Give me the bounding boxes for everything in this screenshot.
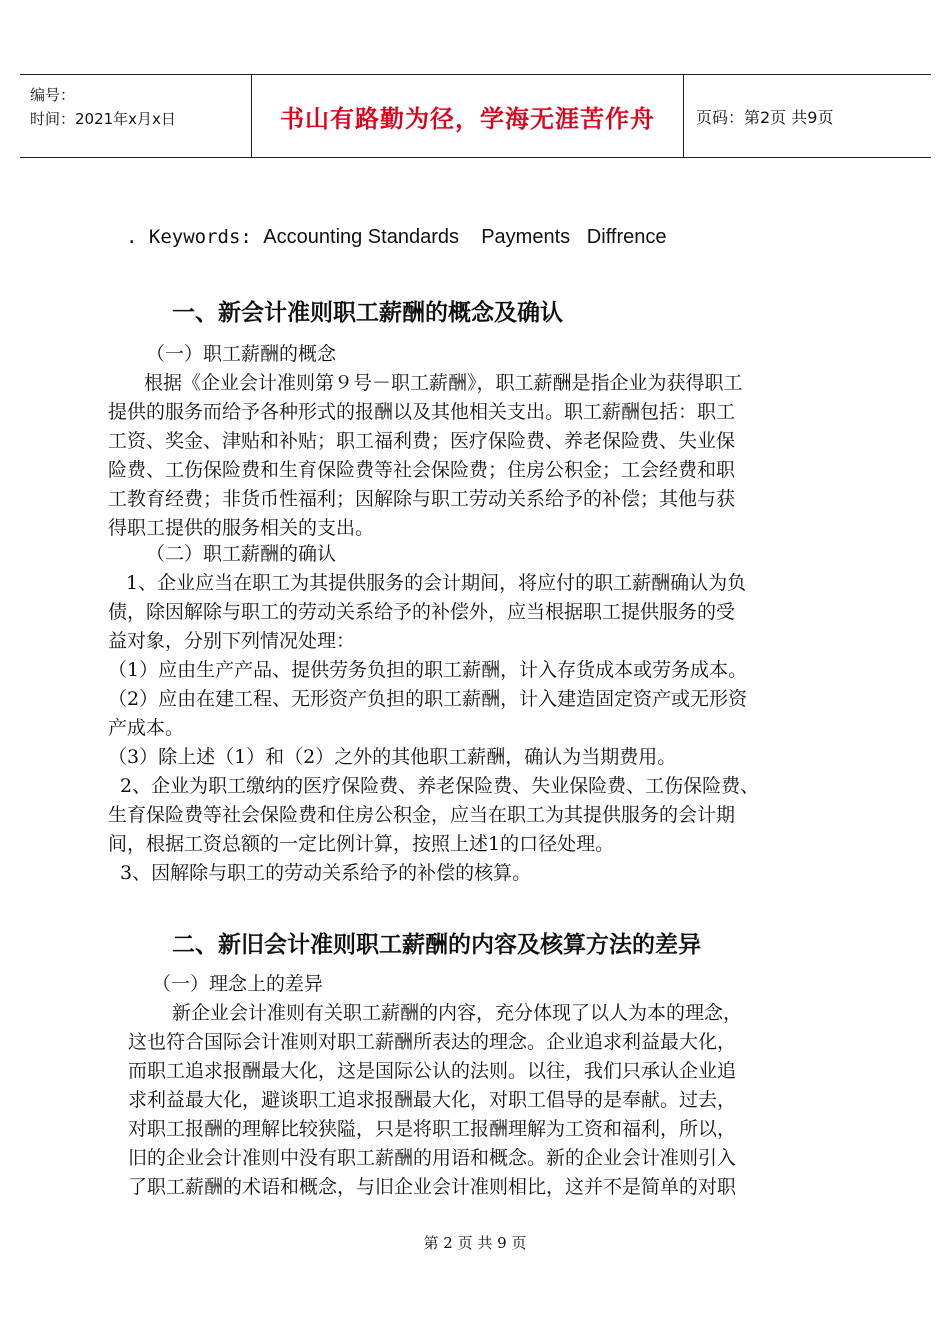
keywords-text: Accounting Standards Payments Diffrence xyxy=(263,226,667,248)
text-line: 根据《企业会计准则第９号－职工薪酬》，职工薪酬是指企业为获得职工 xyxy=(144,372,743,394)
header-motto: 书山有路勤为径，学海无涯苦作舟 xyxy=(252,75,684,157)
section-1-paragraph-2 xyxy=(108,569,759,888)
text-line: 3、因解除与职工的劳动关系给予的补偿的核算。 xyxy=(120,862,532,884)
text-line: 新企业会计准则有关职工薪酬的内容，充分体现了以人为本的理念， xyxy=(172,1002,743,1024)
text-line: 债，除因解除与职工的劳动关系给予的补偿外，应当根据职工提供服务的受 xyxy=(108,601,736,623)
text-line: 生育保险费等社会保险费和住房公积金，应当在职工为其提供服务的会计期 xyxy=(108,804,736,826)
page-footer: 第 2 页 共 9 页 xyxy=(423,1234,527,1252)
document-time: 时间：2021年x月x日 xyxy=(30,110,176,128)
text-line: 对职工报酬的理解比较狭隘，只是将职工报酬理解为工资和福利，所以， xyxy=(128,1118,737,1140)
section-2-title: 二、新旧会计准则职工薪酬的内容及核算方法的差异 xyxy=(172,932,701,958)
section-1-title: 一、新会计准则职工薪酬的概念及确认 xyxy=(172,300,563,326)
text-line: （2）应由在建工程、无形资产负担的职工薪酬，计入建造固定资产或无形资 xyxy=(108,688,748,710)
text-line: 这也符合国际会计准则对职工薪酬所表达的理念。企业追求利益最大化， xyxy=(128,1031,737,1053)
text-line: 得职工提供的服务相关的支出。 xyxy=(108,517,375,539)
section-1-sub-1: （一）职工薪酬的概念 xyxy=(146,343,337,365)
header-meta xyxy=(20,75,252,157)
section-2-paragraph-1 xyxy=(128,999,742,1202)
keywords-line xyxy=(126,223,666,251)
text-line: 旧的企业会计准则中没有职工薪酬的用语和概念。新的企业会计准则引入 xyxy=(128,1147,737,1169)
text-line: 提供的服务而给予各种形式的报酬以及其他相关支出。职工薪酬包括：职工 xyxy=(108,401,736,423)
text-line: 求利益最大化，避谈职工追求报酬最大化，对职工倡导的是奉献。过去， xyxy=(128,1089,737,1111)
text-line: （1）应由生产产品、提供劳务负担的职工薪酬，计入存货成本或劳务成本。 xyxy=(108,659,748,681)
text-line: 2、企业为职工缴纳的医疗保险费、养老保险费、失业保险费、工伤保险费、 xyxy=(120,775,760,797)
text-line: 险费、工伤保险费和生育保险费等社会保险费；住房公积金；工会经费和职 xyxy=(108,459,736,481)
header-page-number: 页码：第2页 共9页 xyxy=(696,107,834,127)
text-line: （3）除上述（1）和（2）之外的其他职工薪酬，确认为当期费用。 xyxy=(108,746,677,768)
keywords-prefix: . Keywords: xyxy=(126,226,252,248)
text-line: 工教育经费；非货币性福利；因解除与职工劳动关系给予的补偿；其他与获 xyxy=(108,488,736,510)
text-line: 了职工薪酬的术语和概念，与旧企业会计准则相比，这并不是简单的对职 xyxy=(128,1176,737,1198)
text-line: 间，根据工资总额的一定比例计算，按照上述1的口径处理。 xyxy=(108,833,615,855)
document-number: 编号： xyxy=(30,86,76,104)
text-line: 而职工追求报酬最大化，这是国际公认的法则。以往，我们只承认企业追 xyxy=(128,1060,737,1082)
section-1-sub-2: （二）职工薪酬的确认 xyxy=(146,543,337,565)
text-line: 益对象，分别下列情况处理： xyxy=(108,630,356,652)
section-1-paragraph-1 xyxy=(108,369,743,543)
page-header xyxy=(20,74,931,158)
text-line: 产成本。 xyxy=(108,717,185,739)
text-line: 工资、奖金、津贴和补贴；职工福利费；医疗保险费、养老保险费、失业保 xyxy=(108,430,736,452)
text-line: 1、企业应当在职工为其提供服务的会计期间，将应付的职工薪酬确认为负 xyxy=(126,572,747,594)
section-2-sub-1: （一）理念上的差异 xyxy=(152,973,324,995)
